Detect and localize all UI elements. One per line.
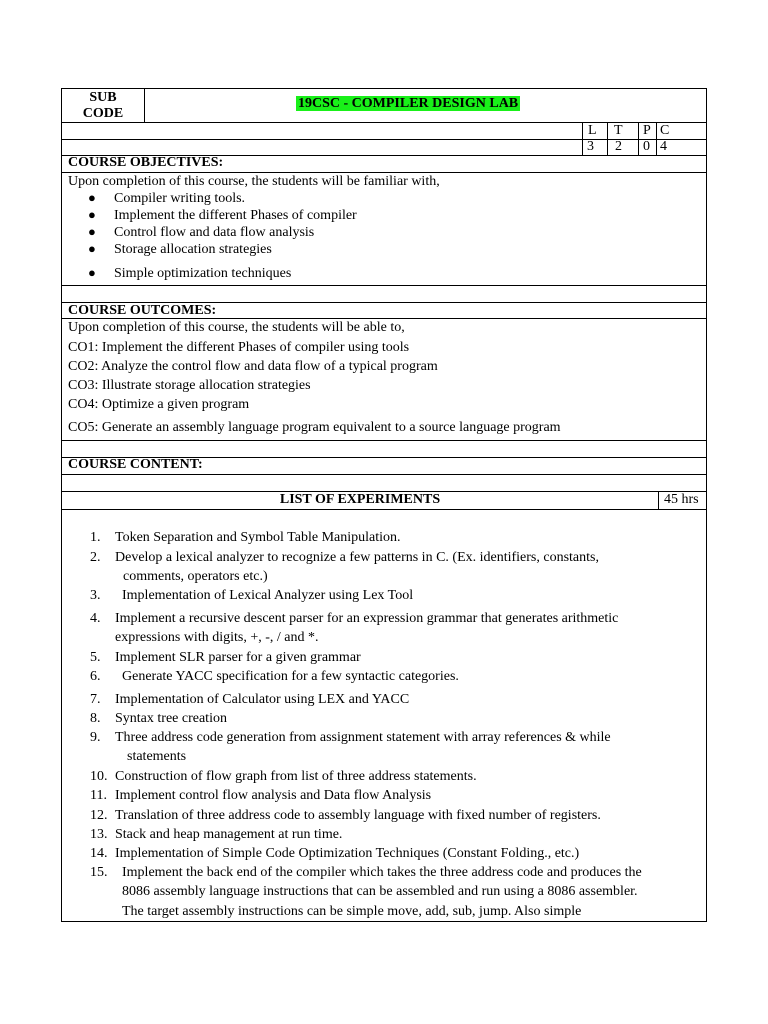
experiment-list: [62, 510, 706, 921]
experiment-text: Implement SLR parser for a given grammar: [115, 650, 361, 665]
objectives-heading-row: [62, 156, 706, 173]
outcomes-heading: COURSE OUTCOMES:: [68, 303, 217, 318]
experiment-number: 11.: [90, 788, 107, 803]
objective-item: Simple optimization techniques: [114, 266, 292, 281]
ltpc-values-row: [62, 140, 706, 156]
experiment-text: Token Separation and Symbol Table Manipulation.: [115, 530, 401, 545]
ltpc-value-l: 3: [587, 139, 594, 154]
ltpc-labels-row: [62, 123, 706, 140]
experiment-number: 3.: [90, 588, 101, 603]
ltpc-value-p: 0: [643, 139, 650, 154]
experiment-number: 14.: [90, 846, 108, 861]
experiment-number: 5.: [90, 650, 101, 665]
outcome-item: CO5: Generate an assembly language program equivalent to a source language program: [68, 420, 561, 435]
experiment-text: Three address code generation from assignment statement with array references & while: [115, 730, 611, 745]
ltpc-value-c: 4: [660, 139, 667, 154]
list-title: LIST OF EXPERIMENTS: [279, 492, 441, 507]
bullet-icon: ●: [88, 190, 96, 205]
outcome-item: CO3: Illustrate storage allocation strategies: [68, 378, 311, 393]
experiment-text: comments, operators etc.): [123, 569, 268, 584]
experiment-text: expressions with digits, +, -, / and *.: [115, 630, 319, 645]
experiment-text: Implementation of Lexical Analyzer using Lex Tool: [122, 588, 414, 603]
header-row: [62, 89, 706, 123]
experiment-text: Develop a lexical analyzer to recognize a few patterns in C. (Ex. identifiers, constants,: [115, 550, 599, 565]
objectives-body: [62, 173, 706, 286]
objective-item: Compiler writing tools.: [114, 191, 246, 206]
experiment-number: 15.: [90, 865, 108, 880]
experiment-number: 7.: [90, 692, 101, 707]
objective-item: Control flow and data flow analysis: [114, 225, 315, 240]
experiment-text: Translation of three address code to assembly language with fixed number of registers.: [115, 808, 601, 823]
experiment-text: Implementation of Simple Code Optimization Techniques (Constant Folding., etc.): [115, 846, 580, 861]
ltpc-label-t: T: [614, 123, 623, 138]
experiment-number: 13.: [90, 827, 108, 842]
objectives-intro: Upon completion of this course, the students will be familiar with,: [68, 174, 440, 189]
ltpc-label-c: C: [660, 123, 670, 138]
outcome-item: CO4: Optimize a given program: [68, 397, 250, 412]
experiment-text: Syntax tree creation: [115, 711, 227, 726]
outcomes-intro: Upon completion of this course, the students will be able to,: [68, 320, 405, 335]
objective-item: Implement the different Phases of compiler: [114, 208, 357, 223]
spacer-row: [62, 441, 706, 458]
spacer-row: [62, 475, 706, 492]
experiment-text: statements: [127, 749, 187, 764]
objectives-heading: COURSE OBJECTIVES:: [68, 155, 224, 170]
ltpc-label-l: L: [588, 123, 597, 138]
sub-code-label: SUB CODE: [82, 90, 124, 121]
outcomes-body: [62, 319, 706, 441]
objective-item: Storage allocation strategies: [114, 242, 272, 257]
experiment-text: Construction of flow graph from list of three address statements.: [115, 769, 477, 784]
experiment-number: 8.: [90, 711, 101, 726]
content-heading-row: [62, 458, 706, 475]
ltpc-label-p: P: [643, 123, 651, 138]
experiment-text: Stack and heap management at run time.: [115, 827, 343, 842]
experiment-text: Implement the back end of the compiler which takes the three address code and produces the: [122, 865, 642, 880]
ltpc-value-t: 2: [615, 139, 622, 154]
experiment-text: Implementation of Calculator using LEX and YACC: [115, 692, 410, 707]
outcome-item: CO2: Analyze the control flow and data flow of a typical program: [68, 359, 438, 374]
bullet-icon: ●: [88, 241, 96, 256]
experiment-number: 12.: [90, 808, 108, 823]
experiment-number: 9.: [90, 730, 101, 745]
experiment-text: Implement control flow analysis and Data flow Analysis: [115, 788, 432, 803]
experiment-number: 4.: [90, 611, 101, 626]
experiment-number: 10.: [90, 769, 108, 784]
syllabus-table: [61, 88, 707, 922]
experiment-number: 6.: [90, 669, 101, 684]
outcome-item: CO1: Implement the different Phases of compiler using tools: [68, 340, 410, 355]
bullet-icon: ●: [88, 265, 96, 280]
content-heading: COURSE CONTENT:: [68, 457, 203, 472]
experiment-number: 1.: [90, 530, 101, 545]
spacer-row: [62, 286, 706, 303]
hours-value: 45 hrs: [664, 492, 699, 507]
experiment-number: 2.: [90, 550, 101, 565]
experiment-text: Implement a recursive descent parser for an expression grammar that generates arithmetic: [115, 611, 619, 626]
bullet-icon: ●: [88, 207, 96, 222]
list-title-row: [62, 492, 706, 510]
experiment-text: Generate YACC specification for a few syntactic categories.: [122, 669, 459, 684]
bullet-icon: ●: [88, 224, 96, 239]
course-title: 19CSC - COMPILER DESIGN LAB: [298, 96, 519, 111]
experiment-text: 8086 assembly language instructions that can be assembled and run using a 8086 assembler.: [122, 884, 638, 899]
experiment-text: The target assembly instructions can be simple move, add, sub, jump. Also simple: [122, 904, 582, 919]
outcomes-heading-row: [62, 303, 706, 319]
